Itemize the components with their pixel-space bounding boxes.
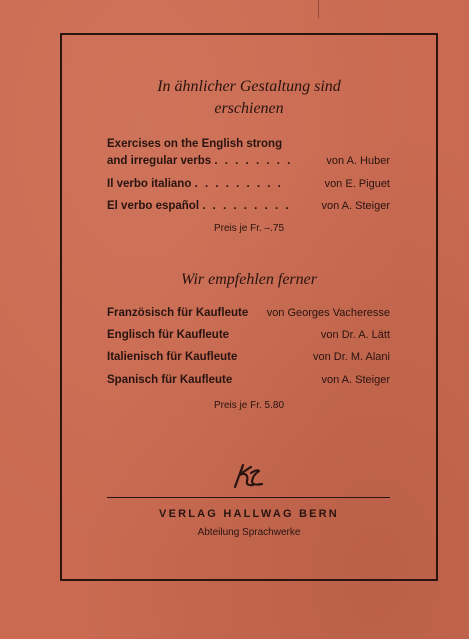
paper-crease (318, 0, 319, 18)
list-item (107, 371, 390, 389)
book-author: von A. Steiger (321, 200, 390, 212)
book-title: Spanisch für Kaufleute (107, 374, 233, 386)
list-item (107, 326, 390, 344)
list-item (107, 304, 390, 322)
book-title: El verbo español . . . . . . . . . (107, 200, 291, 212)
book-title: Italienisch für Kaufleute (107, 351, 238, 363)
publisher-name: VERLAG HALLWAG BERN (159, 508, 339, 520)
section2-price: Preis je Fr. 5.80 (213, 400, 285, 411)
book-author: von Georges Vacheresse (266, 307, 390, 319)
book-author: von Dr. M. Alani (312, 351, 390, 363)
list-item (107, 152, 390, 170)
book-title-continued: and irregular verbs . . . . . . . . (107, 155, 293, 167)
section1-heading-line2: erschienen (214, 100, 284, 117)
section1-heading-line1: In ähnlicher Gestaltung sind (157, 78, 341, 95)
publisher-department: Abteilung Sprachwerke (197, 527, 301, 538)
book-title: Englisch für Kaufleute (107, 329, 230, 341)
book-title: Exercises on the English strong (107, 138, 283, 150)
list-item (107, 135, 390, 153)
list-item (107, 197, 390, 215)
divider (107, 497, 390, 498)
book-author: von A. Huber (326, 155, 390, 167)
book-title: Il verbo italiano . . . . . . . . . (107, 178, 283, 190)
section2-heading: Wir empfehlen ferner (181, 271, 317, 288)
section1-price: Preis je Fr. –.75 (213, 223, 285, 234)
book-title: Französisch für Kaufleute (107, 307, 249, 319)
book-author: von A. Steiger (321, 374, 390, 386)
list-item (107, 175, 390, 193)
list-item (107, 348, 390, 366)
book-author: von E. Piguet (324, 178, 390, 190)
publisher-logo-icon (231, 459, 265, 491)
book-author: von Dr. A. Lätt (320, 329, 390, 341)
